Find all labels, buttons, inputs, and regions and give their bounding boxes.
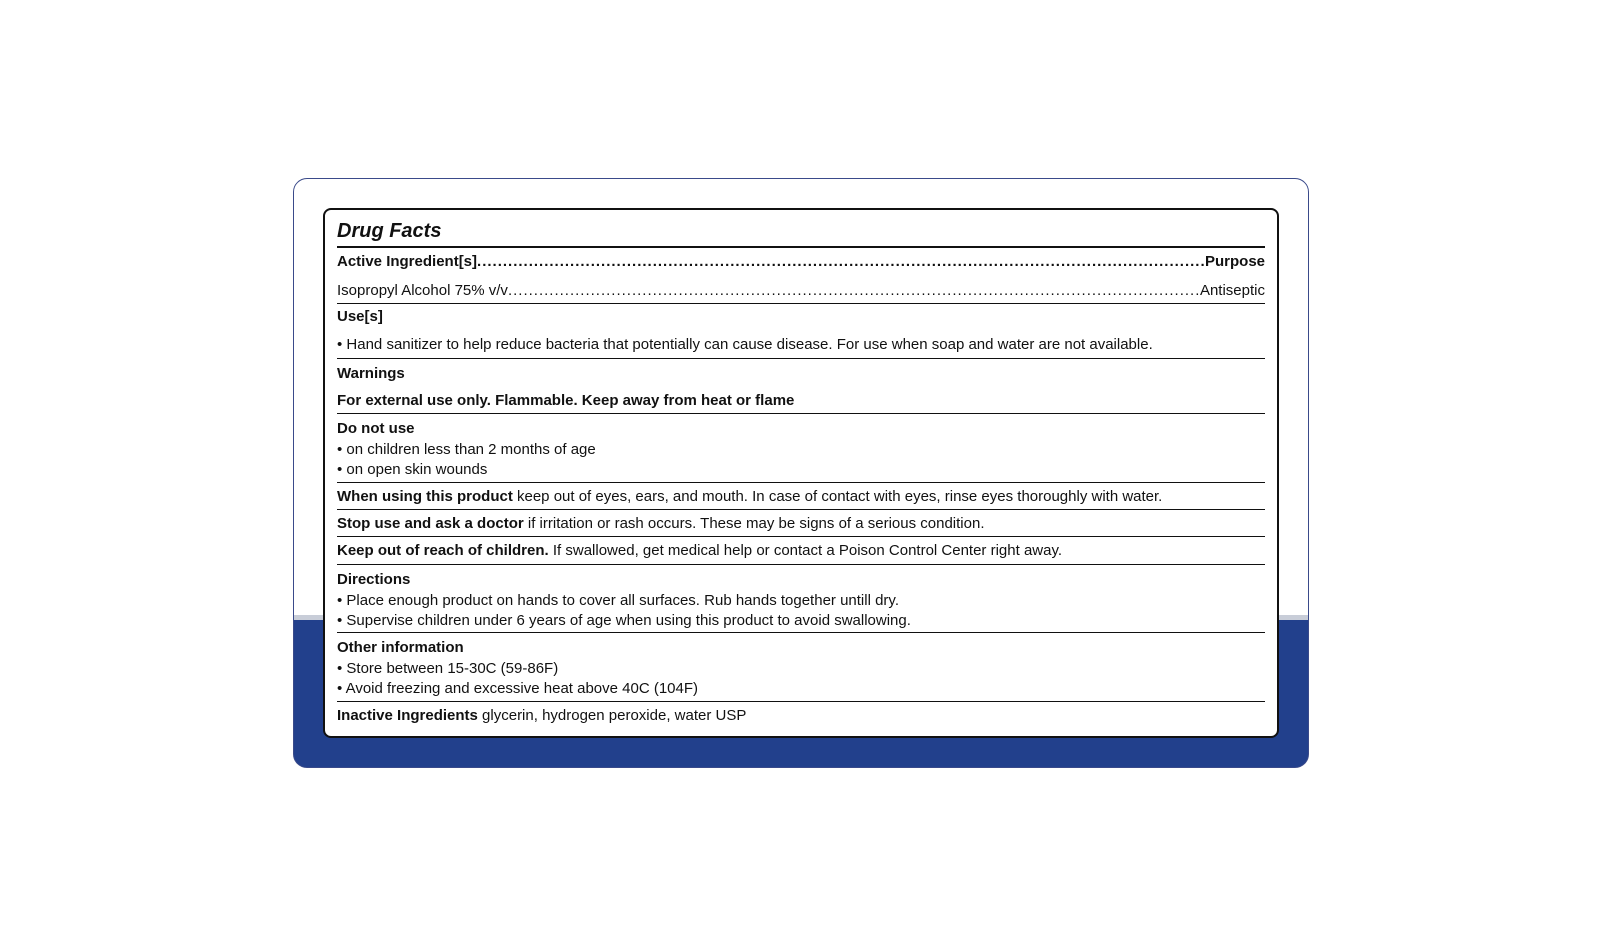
dot-leader: [508, 281, 1200, 301]
do-not-use-item: • on open skin wounds: [337, 461, 488, 478]
warnings-section: [337, 359, 1265, 414]
other-information-item: • Avoid freezing and excessive heat above 40C (104F): [337, 680, 699, 697]
uses-heading: Use[s]: [337, 308, 383, 325]
do-not-use-section: [337, 414, 1265, 483]
do-not-use-heading: Do not use: [337, 420, 415, 437]
uses-section: [337, 304, 1265, 359]
purpose-heading: Purpose: [1204, 253, 1265, 270]
when-using-heading: When using this product: [337, 488, 513, 505]
directions-item: • Supervise children under 6 years of age when using this product to avoid swallowing.: [337, 612, 911, 629]
stop-use-text: if irritation or rash occurs. These may be signs of a serious condition.: [527, 515, 985, 532]
active-ingredient-header-row: [337, 248, 1265, 276]
uses-item: • Hand sanitizer to help reduce bacteria that potentially can cause disease. For use when soap and water are not available.: [337, 336, 1153, 353]
warnings-text: For external use only. Flammable. Keep away from heat or flame: [337, 392, 795, 409]
stop-use-section: [337, 510, 1265, 537]
directions-section: [337, 565, 1265, 633]
dot-leader: [477, 252, 1205, 272]
active-ingredient-heading: Active Ingredient[s]: [337, 253, 478, 270]
inactive-ingredients-heading: Inactive Ingredients: [337, 707, 478, 724]
active-ingredient-row: [337, 276, 1265, 304]
directions-item: • Place enough product on hands to cover all surfaces. Rub hands together untill dry.: [337, 591, 899, 609]
do-not-use-item: • on children less than 2 months of age: [337, 440, 596, 458]
other-information-item: • Store between 15-30C (59-86F): [337, 659, 559, 677]
other-information-section: [337, 633, 1265, 702]
keep-out-section: [337, 537, 1265, 565]
inactive-ingredients-section: [337, 702, 1265, 730]
directions-heading: Directions: [337, 571, 411, 588]
drug-facts-title: Drug Facts: [337, 218, 1265, 248]
warnings-heading: Warnings: [337, 365, 405, 382]
when-using-section: [337, 483, 1265, 510]
drug-facts-box: [323, 208, 1279, 738]
keep-out-text: If swallowed, get medical help or contact a Poison Control Center right away.: [552, 542, 1063, 559]
keep-out-heading: Keep out of reach of children.: [337, 542, 549, 559]
when-using-text: keep out of eyes, ears, and mouth. In case of contact with eyes, rinse eyes thoroughly with water.: [517, 488, 1163, 505]
active-ingredient-purpose: Antiseptic: [1199, 282, 1265, 299]
stop-use-heading: Stop use and ask a doctor: [337, 515, 524, 532]
inactive-ingredients-text: glycerin, hydrogen peroxide, water USP: [482, 707, 747, 724]
other-information-heading: Other information: [337, 639, 464, 656]
active-ingredient-name: Isopropyl Alcohol 75% v/v: [337, 282, 508, 299]
